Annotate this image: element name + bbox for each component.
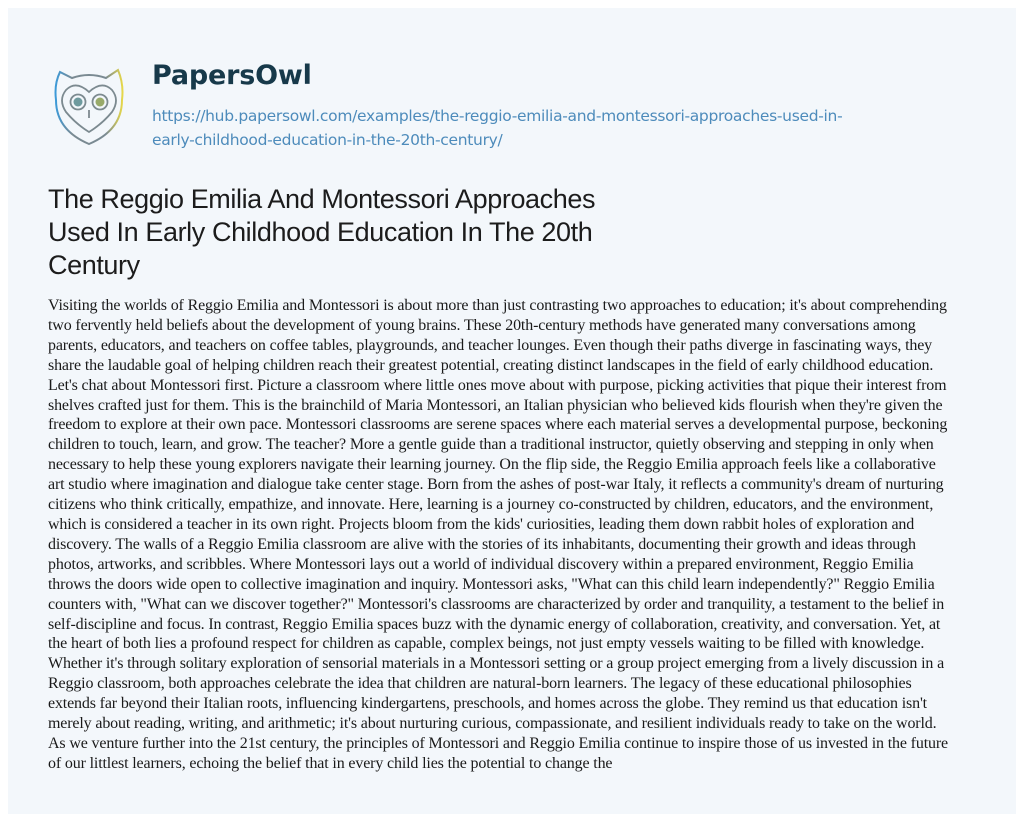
body-line: self-discipline and focus. In contrast, Reggio Emilia spaces buzz with the dynamic energy of collaboration, creativity, and conversation. Yet, at <box>48 615 941 633</box>
body-line: art studio where imagination and dialogue take center stage. Born from the ashes of post-war Italy, it reflects a community's dream of nurturing <box>48 476 944 494</box>
source-url-line-1[interactable]: https://hub.papersowl.com/examples/the-reggio-emilia-and-montessori-approaches-used-in- <box>152 107 843 125</box>
body-line: throws the doors wide open to collective imagination and inquiry. Montessori asks, "What can this child learn independently?" Reggio Emilia <box>48 575 935 593</box>
body-line: discovery. The walls of a Reggio Emilia classroom are alive with the stories of its inhabitants, documenting their growth and ideas through <box>48 535 916 553</box>
owl-logo-icon[interactable] <box>50 66 128 148</box>
body-line: two fervently held beliefs about the development of young brains. These 20th-century methods have generated many conversations among <box>48 316 916 334</box>
body-line: children to touch, learn, and grow. The teacher? More a gentle guide than a traditional instructor, quietly observing and stepping in only when <box>48 436 934 454</box>
body-line: parents, educators, and teachers on coffee tables, playgrounds, and teacher lounges. Even though their paths diverge in fascinating ways, they <box>48 336 933 354</box>
body-line: of our littlest learners, echoing the belief that in every child lies the potential to change the <box>48 754 613 772</box>
source-url-line-2[interactable]: early-childhood-education-in-the-20th-century/ <box>152 131 503 149</box>
page-title-line: Used In Early Childhood Education In The 20th <box>48 217 593 247</box>
page-title-line: The Reggio Emilia And Montessori Approaches <box>48 184 596 214</box>
page-title-line: Century <box>48 250 140 280</box>
body-line: Reggio classroom, both approaches celebrate the idea that children are natural-born learners. The legacy of these educational philosophies <box>48 675 912 693</box>
brand-name[interactable]: PapersOwl <box>152 60 312 91</box>
article-body <box>48 296 978 774</box>
body-line: freedom to explore at their own pace. Montessori classrooms are serene spaces where each material serves a developmental purpose, beckoning <box>48 416 948 434</box>
body-line: the heart of both lies a profound respect for children as capable, complex beings, not just empty vessels waiting to be filled with knowledge. <box>48 635 925 653</box>
body-line: Whether it's through solitary exploration of sensorial materials in a Montessori setting or a group project emerging from a lively discussion in a <box>48 655 945 673</box>
body-line: necessary to help these young explorers navigate their learning journey. On the flip side, the Reggio Emilia approach feels like a collaborative <box>48 456 936 474</box>
body-line: extends far beyond their Italian roots, influencing kindergartens, preschools, and homes across the globe. They remind us that education isn't <box>48 695 927 713</box>
source-url[interactable] <box>152 104 842 152</box>
body-line: merely about reading, writing, and arithmetic; it's about nurturing curious, compassionate, and resilient individuals ready to take on the world. <box>48 715 937 733</box>
body-line: shelves crafted just for them. This is the brainchild of Maria Montessori, an Italian physician who believed kids flourish when they're given the <box>48 396 943 414</box>
body-line: Let's chat about Montessori first. Picture a classroom where little ones move about with purpose, picking activities that pique their interest from <box>48 376 947 394</box>
body-line: Visiting the worlds of Reggio Emilia and Montessori is about more than just contrasting two approaches to education; it's about comprehending <box>48 297 947 314</box>
body-line: photos, artworks, and scribbles. Where Montessori lays out a world of individual discovery within a prepared environment, Reggio Emilia <box>48 555 914 573</box>
body-line: which is considered a teacher in its own right. Projects bloom from the kids' curiosities, leading them down rabbit holes of exploration and <box>48 515 915 533</box>
body-line: citizens who think critically, empathize, and innovate. Here, learning is a journey co-constructed by children, educators, and the environment, <box>48 496 934 514</box>
body-line: share the laudable goal of helping children reach their greatest potential, creating distinct landscapes in the field of early childhood education. <box>48 356 934 374</box>
body-line: counters with, "What can we discover together?" Montessori's classrooms are characterized by order and tranquility, a testament to the belief in <box>48 595 945 613</box>
page-title <box>48 183 688 282</box>
body-line: As we venture further into the 21st century, the principles of Montessori and Reggio Emilia continue to inspire those of us invested in the future <box>48 734 948 752</box>
